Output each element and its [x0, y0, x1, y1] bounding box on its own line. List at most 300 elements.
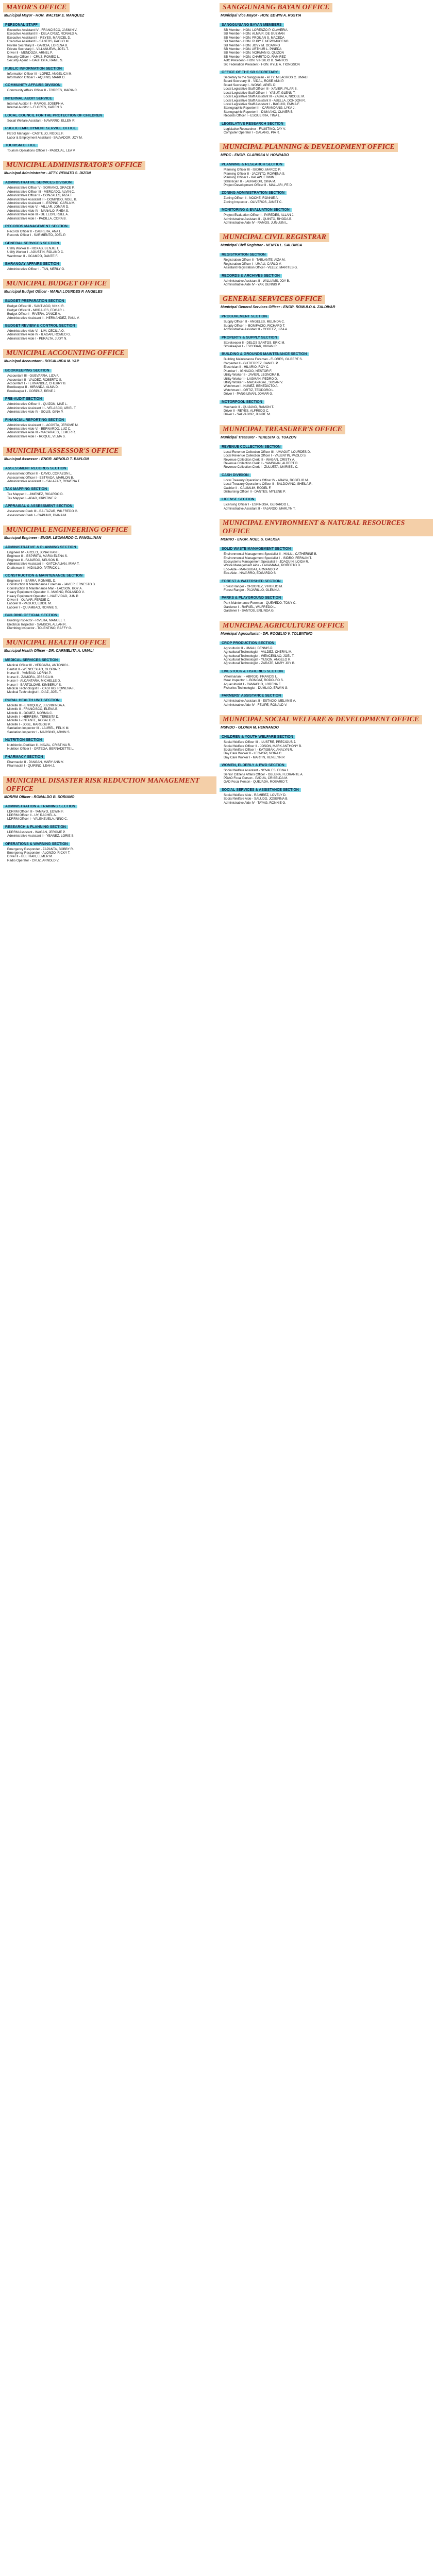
personnel-entry: Tax Mapper I - ABAD, KRISTINE P. — [7, 496, 57, 500]
section-block — [3, 295, 216, 320]
section-block — [220, 204, 433, 225]
personnel-entry: Pharmacist I - QUIRINO, LEAH J. — [7, 764, 55, 768]
personnel-entry: Nutrition Officer I - ORTEGA, BERNADETTE L. — [7, 747, 74, 751]
section-block — [3, 463, 216, 483]
office-block-municipal-environment-natural-resources-office — [220, 516, 433, 613]
office-block-municipal-planning-development-office — [220, 140, 433, 225]
section-block — [220, 19, 433, 66]
section-title: INTERNAL AUDIT SERVICE — [3, 97, 54, 100]
section-block — [3, 123, 216, 140]
section-block — [3, 838, 216, 863]
personnel-entry: Tourism Operations Officer I - PASCUAL, LEA V. — [7, 148, 76, 152]
section-block — [220, 637, 433, 666]
section-block — [220, 66, 433, 117]
section-title: REVENUE COLLECTION SECTION — [220, 445, 282, 449]
personnel-entry: Social Welfare Assistant - NOVALES, EDNA L. — [224, 769, 290, 773]
personnel-entry: Heavy Equipment Operator II - MAGNO, ROLANDO V. — [7, 590, 85, 595]
personnel-entry: Labor & Employment Assistant - SALVADOR, JOY M. — [7, 135, 83, 140]
personnel-entry: Day Care Worker I - MARTIN, RENELYN P. — [224, 755, 286, 759]
personnel-entry: Midwife II - FRANCISCO, ELENA B. — [7, 707, 59, 711]
personnel-entry: Building Inspector - RIVERA, MANUEL T. — [7, 619, 66, 623]
office-head: MSWDO - GLORIA M. HERNANDO — [221, 726, 279, 730]
personnel-entry: Heavy Equipment Operator I - NATIVIDAD, JUN P. — [7, 594, 79, 598]
section-title: PUBLIC INFORMATION SECTION — [3, 67, 64, 71]
personnel-entry: Internal Auditor II - RAMOS, JOSEPH A. — [7, 101, 64, 106]
personnel-entry: Assessment Officer I - ESTRADA, MARLON B. — [7, 476, 74, 480]
section-block — [3, 609, 216, 630]
personnel-entry: Environmental Management Specialist I - ISIDRO, FERNAN T. — [224, 556, 312, 560]
personnel-entry: Pharmacist II - PANGAN, MARY ANN V. — [7, 760, 64, 764]
personnel-entry: Plumbing Inspector - TOLENTINO, RAFFY G. — [7, 626, 72, 631]
section-title: BARANGAY AFFAIRS SECTION — [3, 262, 61, 266]
personnel-entry: Local Legislative Staff Assistant I - BAGUIO, EMMA F. — [224, 102, 300, 106]
personnel-entry: SB Member - HON. ARTHUR L. PINEDA — [224, 47, 282, 52]
section-title: FINANCIAL REPORTING SECTION — [3, 418, 66, 422]
section-block — [3, 654, 216, 694]
personnel-entry: Administrative Assistant III - VELASCO, ARIEL T. — [7, 406, 77, 410]
personnel-entry: LDRRM Officer I - VALENZUELA, NIÑO C. — [7, 817, 68, 821]
personnel-entry: Assessment Officer III - DAVID, CORAZON L. — [7, 472, 72, 476]
personnel-entry: ABC President - HON. VIRGILIO B. SANTOS — [224, 59, 288, 63]
office-head: MPDC - ENGR. CLARISSA V. HONRADO — [221, 154, 289, 158]
personnel-entry: Agricultural Technologist - YUSON, ANGELO R. — [224, 657, 292, 662]
section-block — [220, 759, 433, 784]
section-title: ZONING ADMINISTRATION SECTION — [220, 191, 287, 195]
personnel-entry: Private Secretary II - GARCIA, LORENA B. — [7, 43, 68, 47]
personnel-entry: Administrative Aide VI - BERNARDO, LUZ C. — [7, 427, 71, 431]
section-title: PRE-AUDIT SECTION — [3, 397, 44, 401]
section-title: CHILDREN & YOUTH WELFARE SECTION — [220, 735, 295, 739]
office-head: Municipal General Services Officer - ENGR. ROMULO A. ZALDIVAR — [221, 306, 336, 310]
personnel-entry: Senior Citizens Affairs Officer - OBLENA, FLORANTE A. — [224, 772, 304, 776]
personnel-entry: Registration Officer I - UMALI, CARLO V. — [224, 262, 282, 266]
personnel-entry: Draftsman II - HIDALGO, PATRICK L. — [7, 566, 61, 570]
section-block — [220, 159, 433, 187]
personnel-entry: Administrative Assistant II - ESPINO, CARLA M. — [7, 201, 75, 205]
section-title: PHARMACY SECTION — [3, 755, 45, 759]
section-block — [3, 140, 216, 152]
section-block — [220, 575, 433, 592]
personnel-entry: Waste Management Aide - LAXAMANA, ROBERTO D. — [224, 564, 301, 568]
personnel-entry: Executive Assistant I - SANTOS, PAOLO M. — [7, 40, 70, 44]
personnel-entry: Zoning Inspector - OLIVEROS, JANET C. — [224, 200, 283, 204]
office-title: GENERAL SERVICES OFFICE — [220, 295, 325, 304]
section-block — [220, 441, 433, 469]
section-block — [220, 666, 433, 690]
section-block — [3, 320, 216, 341]
personnel-entry: Sanitation Inspector III - LAUREL, FELIX M. — [7, 726, 70, 731]
personnel-entry: Dentist II - WENCESLAO, GLORIA R. — [7, 667, 61, 671]
personnel-entry: GAD Focal Person - QUEJADA, ROSARIO T. — [224, 780, 288, 784]
office-head: Municipal Budget Officer - MARIA LOURDES P. ANGELES — [4, 290, 103, 294]
section-block — [3, 238, 216, 258]
section-block — [3, 258, 216, 271]
personnel-entry: Local Treasury Operations Officer II - BALDOVINO, SHEILA R. — [224, 482, 313, 486]
personnel-entry: Utility Worker I - LAGMAN, PEDRO D. — [224, 377, 278, 381]
personnel-entry: Agricultural Technologist - WENCESLAO, JOEL T. — [224, 654, 295, 658]
office-head: MENRO - ENGR. NOEL S. GALICIA — [221, 538, 280, 542]
personnel-entry: Watchman I - NUÑEZ, BENEDICTO A. — [224, 384, 279, 388]
personnel-entry: Carpenter II - GUTIERREZ, DANIEL P. — [224, 361, 279, 365]
personnel-entry: Revenue Collection Clerk III - WAGAN, CRISTY A. — [224, 457, 295, 462]
personnel-entry: Tax Mapper II - JIMENEZ, RICARDO D. — [7, 493, 64, 497]
section-title: LEGISLATIVE RESEARCH SECTION — [220, 122, 286, 126]
personnel-entry: Ecosystems Management Specialist I - JOAQUIN, LOIDA R. — [224, 560, 309, 564]
section-title: MOTORPOOL SECTION — [220, 400, 264, 404]
personnel-entry: Administrative Aide VI - VILLAR, JOMAR D. — [7, 205, 70, 209]
personnel-entry: Day Care Worker II - LEGASPI, NORA C. — [224, 752, 282, 756]
personnel-entry: Construction & Maintenance Man - LACSON, BOY A. — [7, 586, 83, 590]
section-title: MONITORING & EVALUATION SECTION — [220, 208, 292, 212]
section-title: RECORDS & ARCHIVES SECTION — [220, 274, 282, 278]
personnel-entry: Administrative Aide III - MACARAEG, ELMER R. — [7, 431, 76, 435]
office-title: MUNICIPAL CIVIL REGISTRAR — [220, 233, 329, 242]
personnel-entry: Engineer I - IBARRA, ROMMEL D. — [7, 579, 57, 583]
section-block — [3, 570, 216, 609]
personnel-entry: Administrative Assistant II - CORTEZ, LIZA A. — [224, 328, 288, 332]
personnel-entry: Engineer IV - ARCEO, JONATHAN F. — [7, 550, 60, 554]
personnel-entry: Administrative Aide IV - ILAGAN, ROMEO G. — [7, 333, 71, 337]
personnel-entry: Stenographic Reporter III - CARANDANG, LYKA J. — [224, 106, 296, 110]
personnel-entry: Meat Inspector I - BONGAT, RODOLFO S. — [224, 679, 284, 683]
personnel-entry: Local Treasury Operations Officer IV - ABAYA, ROGELIO M. — [224, 478, 309, 482]
personnel-entry: Storekeeper I - ESCOBAR, VIVIAN R. — [224, 345, 278, 349]
personnel-entry: SB Member - HON. ALMA R. DE GUZMAN — [224, 32, 285, 36]
personnel-entry: Accountant II - VALDEZ, ROBERTO S. — [7, 378, 62, 382]
personnel-entry: Social Welfare Aide - SALUDO, JOSEFINA B. — [224, 797, 289, 801]
personnel-entry: Nurse I - ALCANTARA, MICHELLE D. — [7, 679, 61, 683]
personnel-entry: Local Legislative Staff Assistant II - ABELLA, DONDON R. — [224, 98, 306, 103]
office-block-municipal-social-welfare-development-office — [220, 712, 433, 805]
section-title: ADMINISTRATION & TRAINING SECTION — [3, 805, 77, 808]
personnel-entry: Utility Worker I - AGUSTIN, ROLAND C. — [7, 250, 64, 255]
personnel-entry: Agricultural Technologist - ZARATE, MARY JOY B. — [224, 662, 295, 666]
personnel-entry: Driver II - BELTRAN, ELMER M. — [7, 855, 53, 859]
personnel-entry: Administrative Aide IV - TAYAG, RONNIE G. — [224, 801, 286, 805]
office-block-municipal-accounting-office — [3, 346, 216, 438]
office-head: Municipal Assessor - ENGR. ARNOLD T. BAYLON — [4, 457, 89, 462]
personnel-entry: Revenue Collection Clerk II - YAMSUAN, ALBERT B. — [224, 461, 299, 465]
personnel-entry: Laborer I - QUIAMBAO, RONNIE S. — [7, 605, 58, 609]
personnel-entry: Budget Officer III - SANTIAGO, NIKKI R. — [7, 304, 65, 309]
personnel-entry: Emergency Responder - ALONZO, RICKY T. — [7, 851, 71, 855]
personnel-entry: Construction & Maintenance Foreman - JAVIER, ERNESTO B. — [7, 583, 96, 587]
personnel-entry: Veterinarian II - ABRIGO, FRANCIS L. — [224, 674, 278, 679]
office-block-municipal-engineering-office — [3, 522, 216, 631]
personnel-entry: Cashier II - CALIMLIM, RODEL F. — [224, 486, 272, 490]
section-title: BUILDING & GROUNDS MAINTENANCE SECTION — [220, 352, 309, 356]
section-block — [220, 469, 433, 494]
office-title: MUNICIPAL ENVIRONMENT & NATURAL RESOURCES OFFICE — [220, 519, 433, 536]
right-column — [220, 0, 433, 810]
personnel-entry: Supply Officer III - ANGELES, MELINDA C. — [224, 320, 285, 324]
office-title: MUNICIPAL BUDGET OFFICE — [3, 279, 110, 289]
personnel-entry: Nurse II - ZAMORA, JESSICA M. — [7, 675, 55, 679]
personnel-entry: SB Member - HON. RUBY T. NEPOMUCENO — [224, 40, 289, 44]
office-title: MUNICIPAL HEALTH OFFICE — [3, 638, 110, 648]
office-block-sangguniang-bayan-office — [220, 0, 433, 134]
section-block — [3, 694, 216, 734]
section-title: REGISTRATION SECTION — [220, 253, 267, 257]
personnel-entry: Assistant Registration Officer - VELEZ, MARITES G. — [224, 266, 298, 270]
personnel-entry: Social Welfare Aide - RAMIREZ, LOVELY D. — [224, 793, 287, 797]
personnel-entry: Bookkeeper I - CORPUZ, RENE J. — [7, 389, 57, 393]
personnel-entry: Records Officer I - SARMIENTO, JOEL P. — [7, 233, 66, 238]
section-title: PROPERTY & SUPPLY SECTION — [220, 336, 279, 340]
personnel-entry: Watchman II - OCAMPO, DANTE F. — [7, 254, 58, 258]
section-block — [3, 821, 216, 838]
office-head: Municipal Engineer - ENGR. LEONARDO C. PANGILINAN — [4, 536, 102, 540]
left-column — [3, 0, 216, 868]
section-title: LIVESTOCK & FISHERIES SECTION — [220, 670, 285, 673]
office-head: Municipal Accountant - ROSALINDA M. YAP — [4, 360, 79, 364]
personnel-entry: Administrative Aide IV - RAMOS, JUN-JUN L. — [224, 221, 288, 225]
office-title: MUNICIPAL ADMINISTRATOR'S OFFICE — [3, 161, 145, 170]
personnel-entry: Driver II - MENDOZA, ARNEL P. — [7, 51, 53, 55]
section-block — [3, 801, 216, 821]
section-title: OPERATIONS & WARNING SECTION — [3, 842, 70, 846]
personnel-entry: Social Welfare Officer I - KATIGBAK, ANALYN R. — [224, 748, 293, 752]
personnel-entry: Budget Officer I - RIVERA, JANICE A. — [7, 312, 61, 316]
personnel-entry: Radio Operator - CRUZ, ARNOLD V. — [7, 858, 59, 862]
office-block-municipal-disaster-risk-reduction-management-office — [3, 773, 216, 863]
personnel-entry: Social Welfare Assistant - NAVARRO, ELLEN R. — [7, 118, 76, 123]
personnel-entry: LDRRM Officer II - UY, RACHEL A. — [7, 814, 57, 817]
office-title: MUNICIPAL ACCOUNTING OFFICE — [3, 349, 128, 358]
personnel-entry: Administrative Aide I - ROQUE, VILMA S. — [7, 434, 66, 438]
personnel-entry: Administrative Aide IV - FELIPE, RONALD V. — [224, 703, 288, 707]
personnel-entry: Midwife I - INFANTE, ROSALIE G. — [7, 719, 56, 723]
personnel-entry: SB Member - HON. JOVY M. OCAMPO — [224, 43, 280, 47]
personnel-entry: Zoning Officer II - NOCHE, RONNIE A. — [224, 196, 279, 200]
section-title: LICENSE SECTION — [220, 498, 256, 501]
personnel-entry: Administrative Officer I - TAN, MERLY G. — [7, 267, 65, 271]
personnel-entry: Stenographic Reporter II - DIMAANO, OLIVER B. — [224, 110, 294, 114]
office-title: MUNICIPAL TREASURER'S OFFICE — [220, 425, 345, 434]
personnel-entry: Social Welfare Officer II - JOSON, MARK ANTHONY B. — [224, 744, 302, 748]
personnel-entry: Administrative Aide I - PERALTA, JUDY N. — [7, 336, 68, 341]
section-title: PROCUREMENT SECTION — [220, 315, 269, 318]
section-title: RURAL HEALTH UNIT SECTION — [3, 699, 62, 702]
section-title: TAX MAPPING SECTION — [3, 487, 49, 491]
office-head: Municipal Agriculturist - DR. ROGELIO V. TOLENTINO — [221, 632, 313, 636]
section-block — [220, 592, 433, 613]
personnel-entry: Licensing Officer I - ESPINOSA, GERARDO L. — [224, 503, 290, 507]
office-head: Municipal Mayor - HON. WALTER E. MARQUEZ — [4, 14, 85, 18]
section-block — [220, 494, 433, 511]
section-block — [3, 500, 216, 517]
personnel-entry: Information Officer III - LOPEZ, ANGELICA M. — [7, 72, 73, 76]
office-block-municipal-civil-registrar — [220, 230, 433, 286]
section-title: SOCIAL SERVICES & ASSISTANCE SECTION — [220, 788, 301, 792]
personnel-entry: Assessment Clerk III - BALTAZAR, WILFREDO G. — [7, 510, 78, 514]
personnel-entry: Nurse III - YAMBAO, LORNA P. — [7, 671, 52, 675]
personnel-entry: Driver I - SALVADOR, JUNJIE M. — [224, 413, 271, 417]
personnel-entry: Medical Officer III - VERGARA, ANTONIO L. — [7, 664, 70, 668]
section-title: COMMUNITY AFFAIRS DIVISION — [3, 83, 62, 87]
personnel-entry: Administrative Aide IV - SOLIS, GINA P. — [7, 410, 63, 414]
office-block-municipal-assessor-s-office — [3, 444, 216, 517]
personnel-entry: Administrative Assistant II - HERNANDEZ, PAUL V. — [7, 316, 80, 320]
personnel-entry: Planning Officer III - ISIDRO, MARCO P. — [224, 168, 281, 172]
section-title: SANGGUNIANG BAYAN MEMBERS — [220, 23, 284, 27]
personnel-entry: Driver II - OLIVAR, FERDIE C. — [7, 598, 51, 602]
personnel-entry: Community Affairs Officer II - TORRES, MARIA C. — [7, 89, 78, 93]
office-block-general-services-office — [220, 292, 433, 416]
personnel-entry: Plumber I - IGNACIO, NESTOR F. — [224, 369, 272, 373]
personnel-entry: Internal Auditor I - FLORES, KAREN S. — [7, 106, 63, 110]
section-block — [220, 396, 433, 417]
section-title: PLANNING & RESEARCH SECTION — [220, 163, 284, 166]
section-block — [3, 19, 216, 63]
section-title: GENERAL SERVICES SECTION — [3, 242, 61, 245]
personnel-entry: Mechanic II - QUIJANO, RAMON T. — [224, 405, 274, 409]
personnel-entry: Laborer II - PAGUIO, EDDIE M. — [7, 602, 52, 606]
personnel-entry: Midwife I - HERRERA, TERESITA D. — [7, 715, 59, 719]
personnel-entry: Eco-Aide - MANGUBAT, ARMANDO P. — [224, 567, 279, 571]
office-title: MUNICIPAL PLANNING & DEVELOPMENT OFFICE — [220, 143, 398, 152]
personnel-entry: Private Secretary I - VILLANUEVA, JOEL T. — [7, 47, 69, 52]
section-block — [220, 784, 433, 805]
section-title: BUDGET PREPARATION SECTION — [3, 299, 66, 303]
office-title: MUNICIPAL ENGINEERING OFFICE — [3, 526, 131, 535]
section-title: NUTRITION SECTION — [3, 738, 44, 742]
personnel-entry: Administrative Aide VI - LIM, CECILIA O. — [7, 329, 65, 333]
section-block — [220, 731, 433, 759]
personnel-entry: Supply Officer I - BONIFACIO, RICHARD T. — [224, 324, 286, 328]
section-block — [3, 177, 216, 221]
personnel-entry: Forest Ranger - PAJARILLO, GLENN A. — [224, 588, 280, 592]
personnel-entry: Local Revenue Collection Officer III - UMAGAT, LOURDES D. — [224, 450, 311, 454]
personnel-entry: Local Revenue Collection Officer I - VALENTIN, PAOLO S. — [224, 454, 307, 458]
section-block — [220, 543, 433, 575]
office-block-municipal-administrator-s-office — [3, 158, 216, 271]
personnel-entry: Bookkeeper II - MIRANDA, ALMA D. — [7, 385, 59, 389]
personnel-entry: Social Welfare Officer III - ILUSTRE, PRECIOUS J. — [224, 740, 296, 744]
personnel-entry: Board Secretary III - VIDAL, ROSE ANN P. — [224, 79, 284, 83]
section-block — [220, 118, 433, 135]
personnel-entry: Statistician II - LABRADOR, GINA M. — [224, 179, 276, 183]
personnel-entry: Records Officer II - CABRERA, ANA L. — [7, 229, 62, 233]
personnel-entry: PESO Manager - CASTILLO, RODEL F. — [7, 132, 64, 136]
section-title: PARKS & PLAYGROUND SECTION — [220, 596, 283, 600]
office-title: MAYOR'S OFFICE — [3, 3, 70, 12]
section-block — [220, 187, 433, 204]
section-block — [3, 541, 216, 570]
personnel-entry: Emergency Responder - ZAPANTA, BOBBY R. — [7, 847, 74, 851]
office-block-municipal-health-office — [3, 635, 216, 768]
office-block-municipal-treasurer-s-office — [220, 422, 433, 511]
personnel-entry: Executive Assistant III - DELA CRUZ, RONALD A. — [7, 32, 78, 36]
personnel-entry: PDAO Focal Person - PADUA, CRISELDA M. — [224, 776, 288, 780]
office-block-mayor-s-office — [3, 0, 216, 152]
personnel-entry: SB Member - HON. NORMAN G. QUIZON — [224, 51, 284, 55]
personnel-entry: Computer Operator I - GALANG, PIA R. — [224, 130, 280, 134]
personnel-entry: SK Federation President - HON. KYLE A. TIONGSON — [224, 62, 300, 66]
section-title: CASH DIVISION — [220, 473, 251, 477]
personnel-entry: Nurse I - BARTOLOME, KIMBERLY S. — [7, 683, 62, 687]
personnel-entry: Administrative Aide IV - MANALO, RHEA S. — [7, 209, 69, 213]
personnel-entry: Budget Officer II - MORALES, EDGAR L. — [7, 308, 65, 312]
personnel-entry: Board Secretary I - WONG, ARIEL D. — [224, 83, 277, 87]
office-title: MUNICIPAL AGRICULTURE OFFICE — [220, 621, 348, 631]
section-title: FARMERS' ASSISTANCE SECTION — [220, 694, 283, 698]
section-title: BUILDING OFFICIAL SECTION — [3, 614, 59, 617]
personnel-entry: Local Legislative Staff Assistant III - ZABALA, NICOLE M. — [224, 95, 305, 99]
office-block-municipal-budget-office — [3, 276, 216, 341]
personnel-entry: Utility Worker II - JAVIER, LEONORA B. — [224, 373, 280, 377]
personnel-entry: Assessment Clerk I - CAPUNO, DIANA M. — [7, 513, 67, 517]
personnel-entry: Planning Officer II - JACINTO, ROWENA S. — [224, 172, 286, 176]
section-block — [3, 751, 216, 768]
section-title: ADMINISTRATIVE SERVICES DIVISION — [3, 181, 74, 184]
personnel-entry: Engineer II - FAJARDO, NELSON R. — [7, 558, 59, 562]
personnel-entry: Registration Officer II - TABLANTE, AIZA M. — [224, 258, 286, 262]
personnel-entry: Building Maintenance Foreman - FLORES, GILBERT S. — [224, 358, 303, 362]
office-title: MUNICIPAL DISASTER RISK REDUCTION MANAGEMENT OFFICE — [3, 776, 216, 794]
personnel-entry: Administrative Aide I - PADILLA, CORA B. — [7, 216, 67, 221]
personnel-entry: Electrician II - HILARIO, ROY C. — [224, 365, 270, 369]
personnel-entry: LDRRM Officer III - TAMAYO, EDWIN F. — [7, 809, 64, 814]
personnel-entry: Planning Officer I - KALAW, ERWIN T. — [224, 176, 278, 180]
section-block — [220, 690, 433, 707]
personnel-entry: Administrative Officer II - QUIZON, MAE L. — [7, 402, 68, 406]
personnel-entry: SB Member - HON. CHARITO D. RAMIREZ — [224, 55, 286, 59]
section-title: BOOKKEEPING SECTION — [3, 369, 52, 372]
office-title: SANGGUNIANG BAYAN OFFICE — [220, 3, 332, 12]
personnel-entry: Midwife III - ENRIQUEZ, LUZVIMINDA A. — [7, 703, 66, 707]
personnel-entry: Security Officer I - CRUZ, ROMEO L. — [7, 55, 60, 59]
personnel-entry: Accountant III - GUEVARRA, LIZA F. — [7, 374, 59, 378]
section-title: WOMEN, ELDERLY & PWD SECTION — [220, 764, 287, 767]
section-title: BUDGET REVIEW & CONTROL SECTION — [3, 324, 77, 328]
section-block — [3, 734, 216, 751]
section-block — [220, 348, 433, 396]
personnel-entry: Administrative Aide IV - YAP, DENNIS P. — [224, 283, 281, 287]
section-title: PERSONAL STAFF — [3, 23, 40, 27]
personnel-entry: Administrative Assistant II - SALAZAR, ROWENA T. — [7, 479, 80, 483]
personnel-entry: Administrative Aide III - DE LEON, RUEL A. — [7, 213, 69, 217]
personnel-entry: Local Legislative Staff Officer I - YABUT, GLENN T. — [224, 91, 296, 95]
personnel-entry: Utility Worker I - MACAPAGAL, SUSAN V. — [224, 380, 283, 384]
personnel-entry: Administrative Officer V - SORIANO, GRACE P. — [7, 186, 75, 190]
office-title: MUNICIPAL SOCIAL WELFARE & DEVELOPMENT OFFICE — [220, 715, 422, 724]
personnel-entry: Nutritionist-Dietitian II - NAVAL, CRISTINA R. — [7, 743, 71, 747]
section-title: CONSTRUCTION & MAINTENANCE SECTION — [3, 574, 85, 578]
personnel-entry: Project Evaluation Officer I - PAREDES, ALLAN J. — [224, 213, 294, 217]
office-title: MUNICIPAL ASSESSOR'S OFFICE — [3, 447, 122, 456]
office-head: MDRRM Officer - RONALDO B. SORIANO — [4, 795, 75, 799]
personnel-entry: Administrative Officer II - GONZALES, RIZA T. — [7, 194, 73, 198]
personnel-entry: Midwife I - JOSE, MARILOU P. — [7, 722, 51, 726]
section-block — [220, 332, 433, 349]
personnel-entry: Driver II - REYES, ALFREDO C. — [224, 409, 270, 413]
personnel-entry: Driver I - PANGILINAN, JOMAR G. — [224, 392, 273, 396]
personnel-entry: Watchman I - ORTIZ, TEODORO L. — [224, 388, 275, 392]
personnel-entry: Aquaculturist I - CAMACHO, LORENA F. — [224, 682, 281, 686]
office-block-municipal-agriculture-office — [220, 618, 433, 707]
personnel-entry: Revenue Collection Clerk I - ZULUETA, MARIBEL C. — [224, 465, 298, 469]
personnel-entry: Administrative Assistant II - WILLIAMS, JOY B. — [224, 279, 290, 283]
personnel-entry: Secretary to the Sanggunian - ATTY. MILAGROS C. UMALI — [224, 76, 308, 80]
section-title: MEDICAL SERVICES SECTION — [3, 658, 60, 662]
personnel-entry: Storekeeper II - DELOS SANTOS, ERIC M. — [224, 341, 286, 345]
personnel-entry: Gardener I - RAFAEL, WILFREDO L. — [224, 605, 276, 609]
personnel-entry: Fisheries Technologist - DUMLAO, ERWIN G. — [224, 686, 289, 690]
section-title: RESEARCH & PLANNING SECTION — [3, 825, 68, 829]
personnel-entry: Park Maintenance Foreman - QUEVEDO, TONY C. — [224, 601, 296, 605]
personnel-entry: Local Legislative Staff Officer III - XAVIER, PILAR S. — [224, 87, 298, 91]
